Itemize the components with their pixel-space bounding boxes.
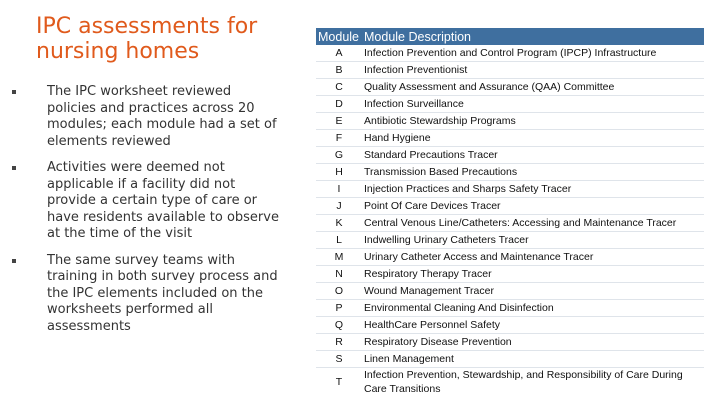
bullet-item xyxy=(12,84,282,150)
bullet-text: The same survey teams with training in both survey process and the IPC elements included on the worksheets performed all assessments xyxy=(47,252,278,334)
module-description: Infection Prevention and Control Program (IPCP) Infrastructure xyxy=(364,47,657,59)
table-row xyxy=(316,130,704,147)
module-letter: M xyxy=(334,251,344,263)
table-row xyxy=(316,198,704,215)
module-description: Infection Prevention, Stewardship, and Responsibility of Care During Care Transitions xyxy=(364,369,683,395)
bullet-item xyxy=(12,253,282,336)
square-bullet-icon xyxy=(12,166,16,170)
table-row xyxy=(316,368,704,397)
module-letter: B xyxy=(335,64,343,76)
bullet-item xyxy=(12,160,282,243)
module-letter: K xyxy=(335,217,343,229)
slide-title: IPC assessments for nursing homes xyxy=(36,14,258,64)
header-module-description: Module Description xyxy=(362,28,704,45)
module-description: Environmental Cleaning And Disinfection xyxy=(364,302,554,314)
module-description: Infection Surveillance xyxy=(364,98,464,110)
table-row xyxy=(316,113,704,130)
module-description: Respiratory Disease Prevention xyxy=(364,336,512,348)
module-letter: F xyxy=(335,132,343,144)
module-letter: C xyxy=(335,81,343,93)
module-table xyxy=(316,28,704,396)
module-description: Infection Preventionist xyxy=(364,64,468,76)
module-letter: O xyxy=(334,285,344,297)
module-description: Hand Hygiene xyxy=(364,132,431,144)
module-description: Antibiotic Stewardship Programs xyxy=(364,115,516,127)
module-letter: T xyxy=(335,376,343,388)
module-description: Wound Management Tracer xyxy=(364,285,494,297)
module-description: Urinary Catheter Access and Maintenance Tracer xyxy=(364,251,594,263)
bullet-text: The IPC worksheet reviewed policies and practices across 20 modules; each module had a set of elements reviewed xyxy=(47,84,277,149)
module-description: Indwelling Urinary Catheters Tracer xyxy=(364,234,529,246)
module-letter: L xyxy=(336,234,342,246)
module-description: Injection Practices and Sharps Safety Tracer xyxy=(364,183,572,195)
table-row xyxy=(316,232,704,249)
module-letter: E xyxy=(335,115,343,127)
table-row xyxy=(316,266,704,283)
module-letter: H xyxy=(335,166,343,178)
module-letter: R xyxy=(335,336,343,348)
table-header-row xyxy=(316,28,704,45)
module-letter: I xyxy=(337,183,341,195)
table-row xyxy=(316,300,704,317)
module-description: HealthCare Personnel Safety xyxy=(364,319,500,331)
table-row xyxy=(316,317,704,334)
module-description: Respiratory Therapy Tracer xyxy=(364,268,492,280)
table-row xyxy=(316,215,704,232)
module-letter: Q xyxy=(334,319,344,331)
table-row xyxy=(316,249,704,266)
module-letter: D xyxy=(335,98,343,110)
table-row xyxy=(316,351,704,368)
module-description: Quality Assessment and Assurance (QAA) Committee xyxy=(364,81,615,93)
table-row xyxy=(316,164,704,181)
table-row xyxy=(316,147,704,164)
table-row xyxy=(316,79,704,96)
module-description: Transmission Based Precautions xyxy=(364,166,518,178)
square-bullet-icon xyxy=(12,259,16,263)
square-bullet-icon xyxy=(12,90,16,94)
table-row xyxy=(316,283,704,300)
bullet-list xyxy=(12,84,282,345)
module-description: Linen Management xyxy=(364,353,454,365)
table-row xyxy=(316,45,704,62)
module-letter: P xyxy=(335,302,343,314)
module-description: Central Venous Line/Catheters: Accessing and Maintenance Tracer xyxy=(364,217,677,229)
module-letter: S xyxy=(335,353,343,365)
table-row xyxy=(316,334,704,351)
table-row xyxy=(316,96,704,113)
header-module: Module xyxy=(316,28,362,45)
module-description: Standard Precautions Tracer xyxy=(364,149,498,161)
module-letter: A xyxy=(335,47,343,59)
module-letter: J xyxy=(336,200,342,212)
module-description: Point Of Care Devices Tracer xyxy=(364,200,501,212)
module-letter: N xyxy=(335,268,343,280)
table-row xyxy=(316,62,704,79)
bullet-text: Activities were deemed not applicable if a facility did not provide a certain type of care or have residents available to observe at the time of the visit xyxy=(47,160,279,241)
module-letter: G xyxy=(334,149,344,161)
table-row xyxy=(316,181,704,198)
